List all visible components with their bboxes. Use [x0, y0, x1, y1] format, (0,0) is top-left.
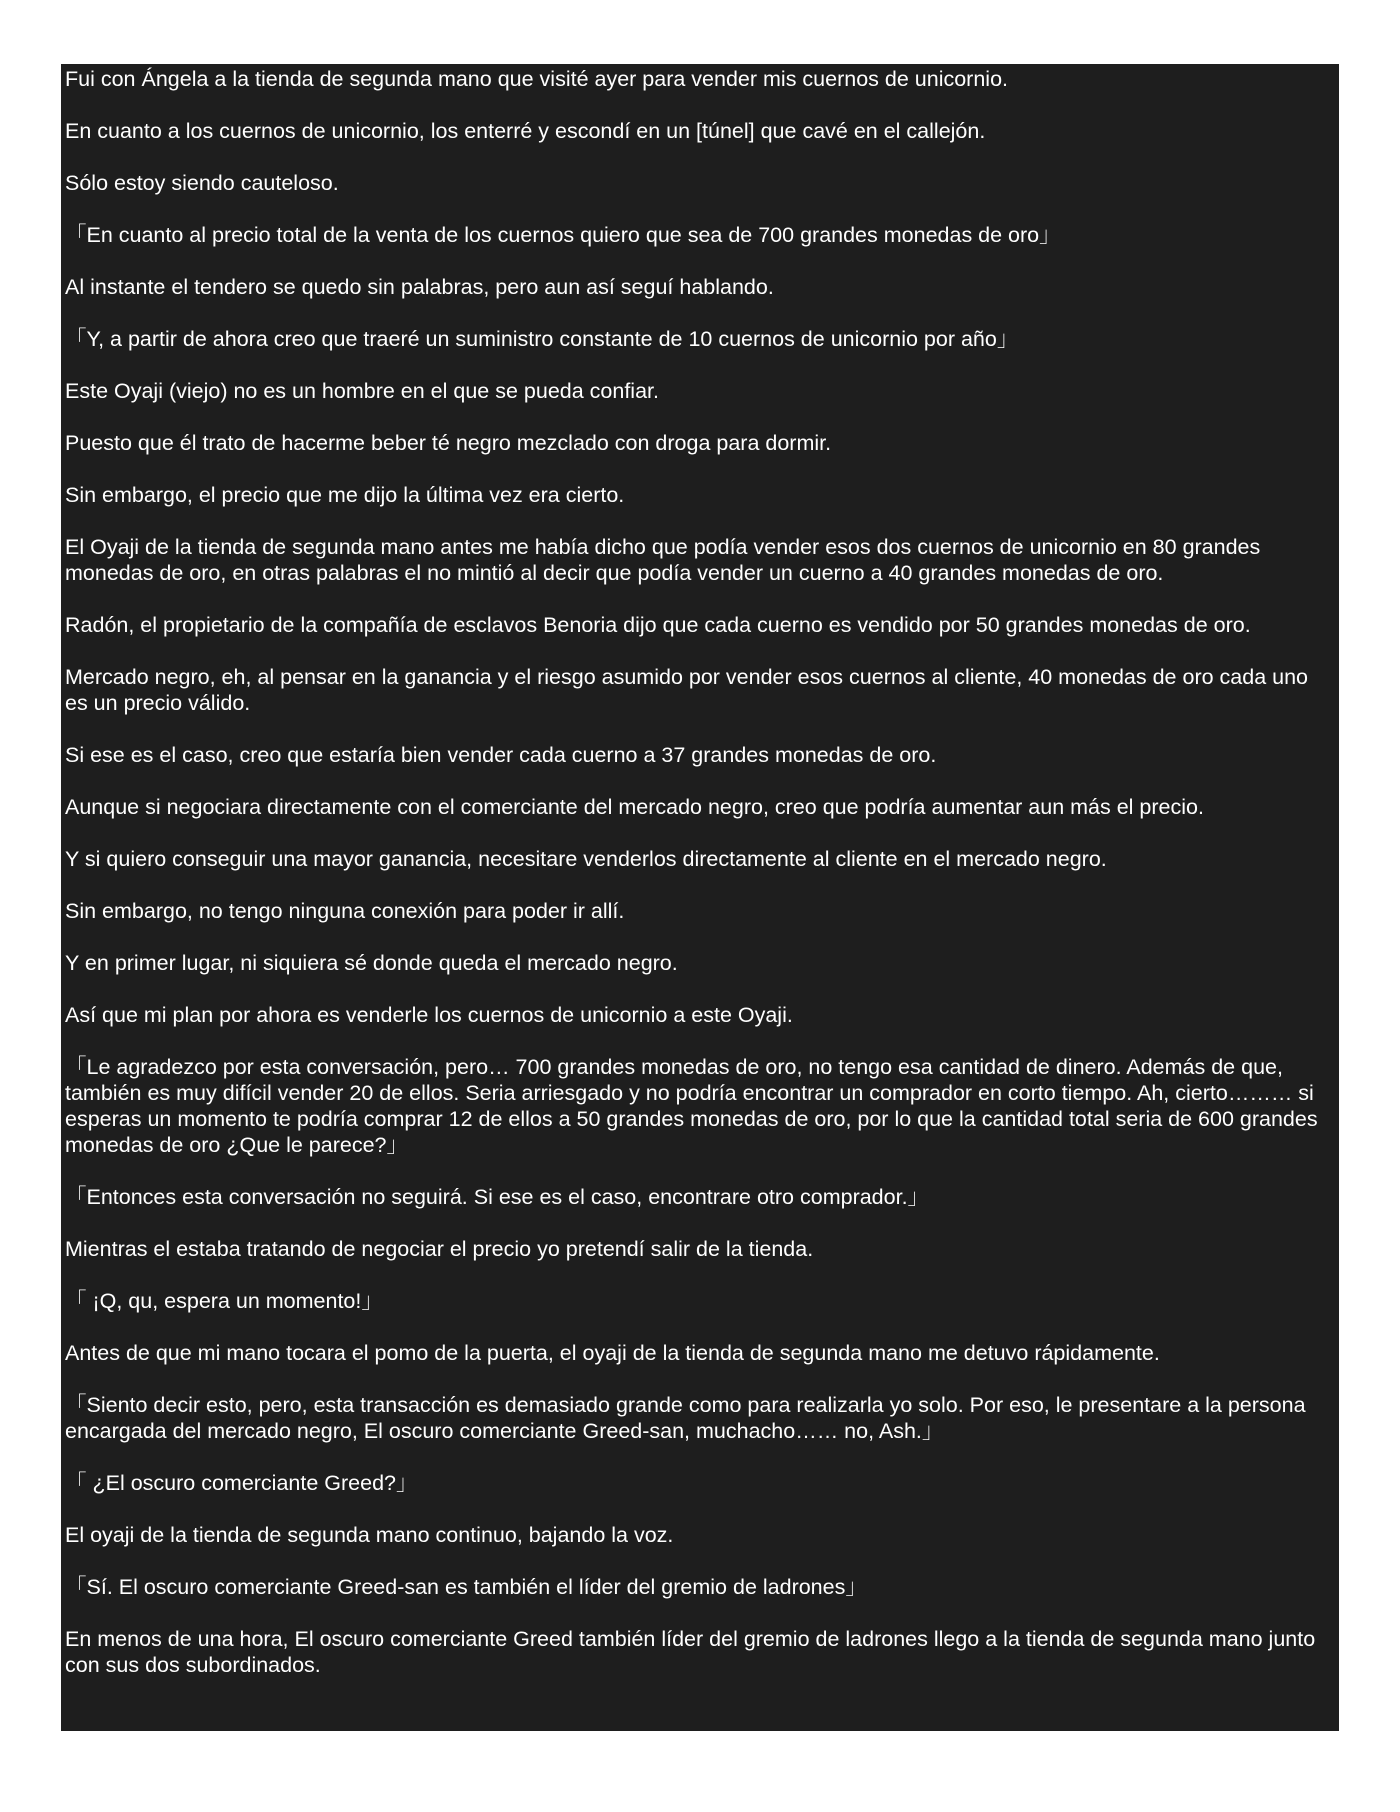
paragraph: Al instante el tendero se quedo sin palabras, pero aun así seguí hablando. [65, 275, 774, 299]
paragraph: 「 ¿El oscuro comerciante Greed?」 [65, 1471, 418, 1495]
paragraph: Aunque si negociara directamente con el comerciante del mercado negro, creo que podría aumentar aun más el precio. [65, 795, 1204, 819]
paragraph: Mientras el estaba tratando de negociar el precio yo pretendí salir de la tienda. [65, 1237, 814, 1261]
paragraph: El Oyaji de la tienda de segunda mano antes me había dicho que podía vender esos dos cuernos de unicornio en 80 grandes monedas de oro, en otras palabras el no mintió al decir que podía vender un cuerno a 40 grandes monedas de oro. [65, 535, 1261, 585]
paragraph: 「Y, a partir de ahora creo que traeré un suministro constante de 10 cuernos de unicornio por año」 [65, 327, 1019, 351]
paragraph: 「En cuanto al precio total de la venta de los cuernos quiero que sea de 700 grandes monedas de oro」 [65, 223, 1061, 247]
paragraph: En menos de una hora, El oscuro comerciante Greed también líder del gremio de ladrones llego a la tienda de segunda mano junto con sus dos subordinados. [65, 1627, 1316, 1677]
paragraph: Fui con Ángela a la tienda de segunda mano que visité ayer para vender mis cuernos de unicornio. [65, 67, 1008, 91]
paragraph: Así que mi plan por ahora es venderle los cuernos de unicornio a este Oyaji. [65, 1003, 793, 1027]
paragraph: Sin embargo, el precio que me dijo la última vez era cierto. [65, 483, 625, 507]
paragraph: Este Oyaji (viejo) no es un hombre en el que se pueda confiar. [65, 379, 659, 403]
paragraph: Mercado negro, eh, al pensar en la ganancia y el riesgo asumido por vender esos cuernos al cliente, 40 monedas de oro cada uno es un precio válido. [65, 665, 1309, 715]
paragraph: Puesto que él trato de hacerme beber té negro mezclado con droga para dormir. [65, 431, 832, 455]
paragraph: Sin embargo, no tengo ninguna conexión para poder ir allí. [65, 899, 625, 923]
paragraph: El oyaji de la tienda de segunda mano continuo, bajando la voz. [65, 1523, 674, 1547]
paragraph: Radón, el propietario de la compañía de esclavos Benoria dijo que cada cuerno es vendido por 50 grandes monedas de oro. [65, 613, 1251, 637]
paragraph: Antes de que mi mano tocara el pomo de la puerta, el oyaji de la tienda de segunda mano me detuvo rápidamente. [65, 1341, 1160, 1365]
paragraph: Y si quiero conseguir una mayor ganancia, necesitare venderlos directamente al cliente en el mercado negro. [65, 847, 1107, 871]
paragraph: 「Le agradezco por esta conversación, pero… 700 grandes monedas de oro, no tengo esa cantidad de dinero. Además de que, también es muy difícil vender 20 de ellos. Seria arriesgado y no podría encontrar un comprador en corto tiempo. Ah, cierto……… si esperas un momento te podría comprar 12 de ellos a 50 grandes monedas de oro, por lo que la cantidad total seria de 600 grandes monedas de oro ¿Que le parece?」 [65, 1055, 1318, 1157]
document-text-block [61, 64, 1339, 1731]
paragraph: 「Entonces esta conversación no seguirá. Si ese es el caso, encontrare otro comprador.」 [65, 1185, 930, 1209]
paragraph: 「Siento decir esto, pero, esta transacción es demasiado grande como para realizarla yo solo. Por eso, le presentare a la persona encargada del mercado negro, El oscuro comerciante Greed-san, muchacho…… no, Ash.」 [65, 1393, 1306, 1443]
paragraph: Y en primer lugar, ni siquiera sé donde queda el mercado negro. [65, 951, 678, 975]
paragraph: 「Sí. El oscuro comerciante Greed-san es también el líder del gremio de ladrones」 [65, 1575, 867, 1599]
paragraph: Sólo estoy siendo cauteloso. [65, 171, 339, 195]
paragraph: 「 ¡Q, qu, espera un momento!」 [65, 1289, 383, 1313]
paragraph: En cuanto a los cuernos de unicornio, los enterré y escondí en un [túnel] que cavé en el callejón. [65, 119, 986, 143]
paragraph: Si ese es el caso, creo que estaría bien vender cada cuerno a 37 grandes monedas de oro. [65, 743, 937, 767]
